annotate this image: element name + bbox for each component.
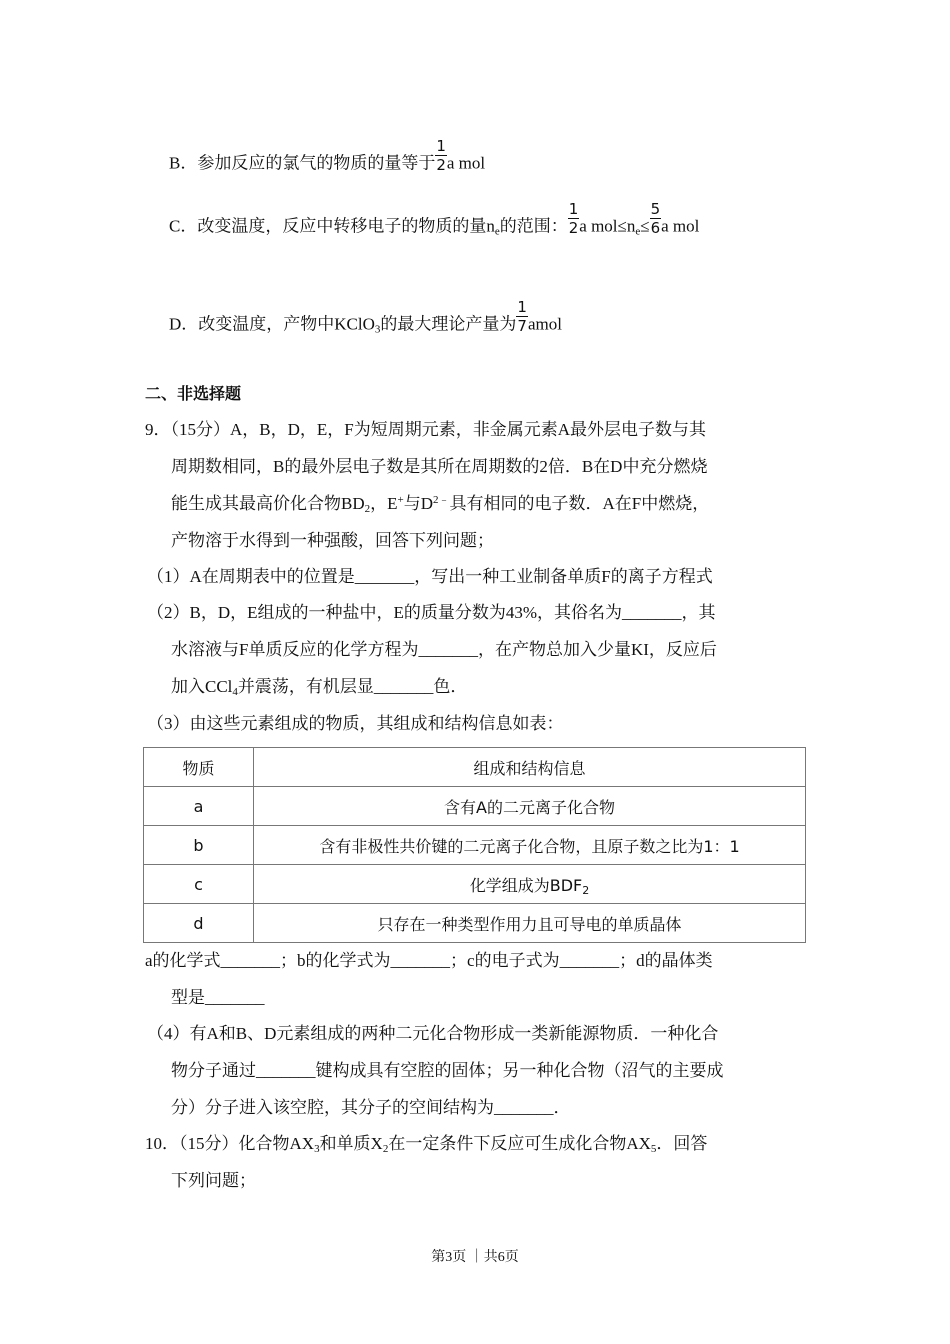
table-cell-info [254, 865, 806, 904]
q9-part-3-question-line-2: 型是_______ [171, 988, 265, 1007]
subscript: 2 [582, 883, 590, 897]
q10-line-1 [145, 1133, 707, 1155]
q9-part-3: （3）由这些元素组成的物质，其组成和结构信息如表： [147, 714, 564, 733]
option-b-unit: a mol [446, 153, 486, 173]
table-cell-info-text: 化学组成为BDF [469, 875, 583, 895]
q9-part-2-line-1: （2）B，D，E组成的一种盐中，E的质量分数为43%，其俗名为_______，其 [147, 603, 716, 622]
table-cell-info: 含有A的二元离子化合物 [254, 787, 806, 826]
table-cell-info: 只存在一种类型作用力且可导电的单质晶体 [254, 904, 806, 943]
q9-part-2-line-3a: 加入CCl [171, 677, 233, 696]
table-row [144, 904, 806, 943]
q9-line-3b: ，E [370, 494, 398, 513]
q9-line-3c: 与D [403, 494, 434, 513]
option-c-mid2: a mol≤n [579, 216, 636, 236]
option-c-text: C．改变温度，反应中转移电子的物质的量n [169, 216, 495, 236]
subscript: 2 [364, 503, 371, 515]
page-footer: 第3页 ｜共6页 [431, 1250, 519, 1265]
subscript: 2 [382, 1143, 389, 1155]
q9-line-3d: 具有相同的电子数．A在F中燃烧， [449, 494, 710, 513]
frac-den: 2 [568, 219, 579, 237]
option-d-text: D．改变温度，产物中KClO [169, 314, 375, 334]
table-cell-info: 含有非极性共价键的二元离子化合物，且原子数之比为1：1 [254, 826, 806, 865]
table-row [144, 865, 806, 904]
subscript: 3 [374, 323, 381, 336]
fraction-one-seventh [516, 299, 528, 334]
option-c-mid3: ≤ [640, 216, 650, 236]
q10-line-2: 下列问题； [171, 1171, 256, 1190]
option-d-mid: 的最大理论产量为 [380, 314, 517, 334]
q9-line-3 [171, 493, 709, 515]
q10-line-1a: 10．（15分）化合物AX [145, 1134, 315, 1153]
q10-line-1b: 和单质X [319, 1134, 383, 1153]
frac-num: 5 [650, 200, 661, 218]
fraction-one-half [435, 138, 447, 173]
q10-line-1c: 在一定条件下反应可生成化合物AX [388, 1134, 651, 1153]
q9-line-2: 周期数相同，B的最外层电子数是其所在周期数的2倍．B在D中充分燃烧 [171, 457, 708, 476]
subscript: 5 [650, 1143, 657, 1155]
frac-den: 7 [517, 317, 527, 335]
q9-part-4-line-3: 分）分子进入该空腔，其分子的空间结构为_______． [171, 1098, 571, 1117]
table-header-cell: 物质 [144, 748, 254, 787]
frac-den: 2 [436, 156, 446, 174]
option-b [169, 137, 486, 182]
q9-line-4: 产物溶于水得到一种强酸，回答下列问题； [171, 531, 494, 550]
q9-part-2-line-3 [171, 676, 467, 698]
frac-den: 6 [650, 219, 661, 237]
fraction-one-half [568, 201, 580, 236]
q9-line-3a: 能生成其最高价化合物BD [171, 494, 365, 513]
table-row [144, 826, 806, 865]
q9-line-1: 9．（15分）A，B，D，E，F为短周期元素，非金属元素A最外层电子数与其 [145, 420, 707, 439]
q10-line-1d: ．回答 [656, 1134, 708, 1153]
q9-part-1: （1）A在周期表中的位置是_______，写出一种工业制备单质F的离子方程式 [147, 567, 713, 586]
subscript: 3 [314, 1143, 320, 1155]
frac-num: 1 [517, 298, 527, 316]
q9-part-2-line-3b: 并震荡，有机层显_______色． [237, 677, 468, 696]
option-d-unit: amol [527, 314, 562, 334]
superscript: 2﹣ [433, 494, 450, 506]
q9-part-3-question-line-1: a的化学式_______；b的化学式为_______；c的电子式为_______；d的晶体类 [145, 951, 713, 970]
table-header-cell: 组成和结构信息 [254, 748, 806, 787]
option-c [169, 200, 700, 245]
option-c-mid: 的范围： [499, 216, 568, 236]
table-cell-substance: a [144, 787, 254, 826]
option-b-text: B．参加反应的氯气的物质的量等于 [169, 153, 436, 173]
subscript: 4 [232, 686, 238, 698]
q9-part-2-line-2: 水溶液与F单质反应的化学方程为_______，在产物总加入少量KI，反应后 [171, 640, 717, 659]
subscript: e [494, 225, 500, 238]
fraction-five-sixths [650, 201, 662, 236]
section-title: 二、非选择题 [145, 384, 242, 403]
subscript: e [635, 225, 641, 238]
q9-part-4-line-2: 物分子通过_______键构成具有空腔的固体；另一种化合物（沼气的主要成 [171, 1061, 724, 1080]
table-cell-substance: b [144, 826, 254, 865]
table-header-row [144, 748, 806, 787]
q9-part-4-line-1: （4）有A和B、D元素组成的两种二元化合物形成一类新能源物质．一种化合 [147, 1024, 719, 1043]
superscript: + [397, 494, 404, 506]
table-row [144, 787, 806, 826]
frac-num: 1 [568, 200, 579, 218]
frac-num: 1 [436, 137, 446, 155]
option-c-unit: a mol [661, 216, 700, 236]
table-cell-substance: c [144, 865, 254, 904]
option-d [169, 298, 562, 343]
table-cell-substance: d [144, 904, 254, 943]
composition-table [143, 747, 806, 943]
